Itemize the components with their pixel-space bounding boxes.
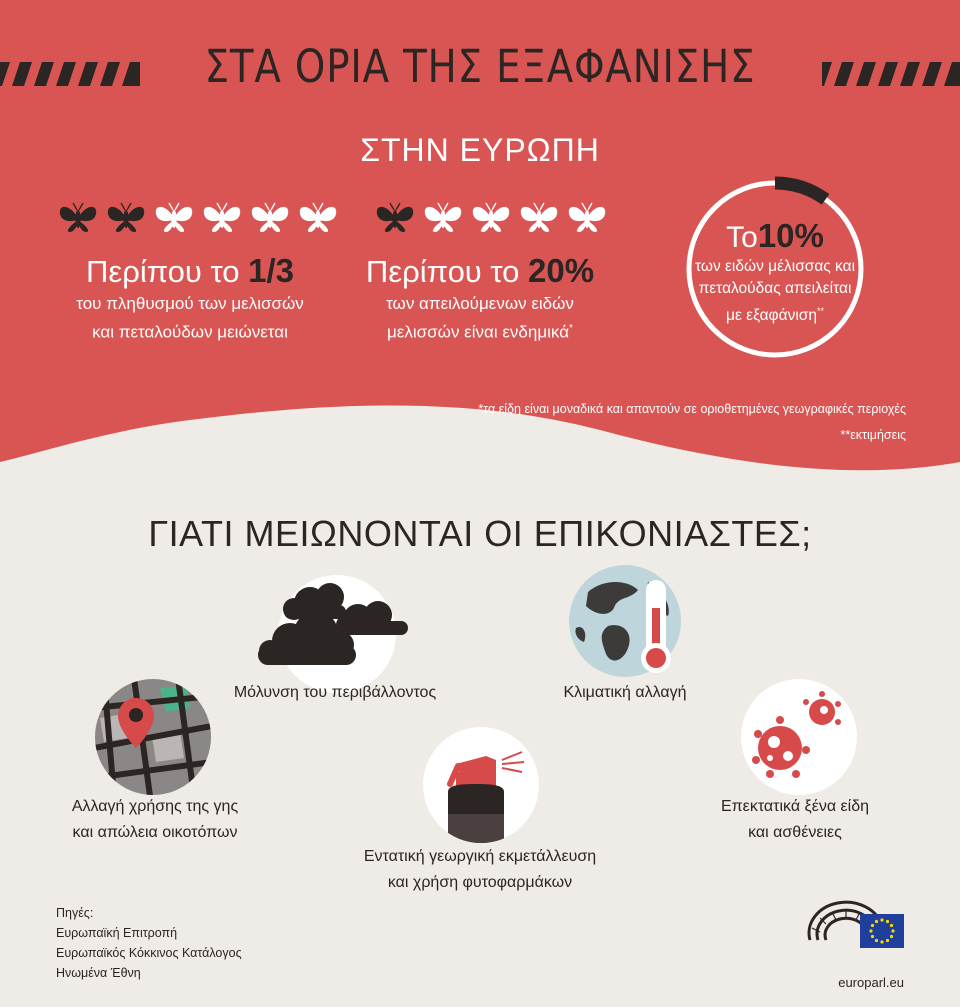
cause-land-use-line2: και απώλεια οικοτόπων — [72, 824, 238, 841]
circle-stat-value: 10% — [757, 217, 824, 254]
cause-farming-line1: Εντατική γεωργική εκμετάλλευση — [363, 848, 597, 865]
region-subtitle: ΣΤΗΝ ΕΥΡΩΠΗ — [360, 132, 600, 168]
stat-endemic-value: 20% — [528, 252, 595, 289]
cause-farming-line2: και χρήση φυτοφαρμάκων — [387, 874, 573, 891]
bee-butterfly-icon — [56, 200, 100, 236]
virus-icon — [740, 678, 858, 796]
bee-butterfly-icon — [421, 200, 465, 236]
stat-endemic-head — [330, 252, 630, 291]
bee-butterfly-icon — [469, 200, 513, 236]
stat-population-line1: του πληθυσμού των μελισσών — [76, 294, 304, 313]
cause-farming — [340, 844, 620, 896]
cause-pollution: Μόλυνση του περιβάλλοντος — [233, 684, 437, 701]
stat-population — [40, 252, 340, 345]
source-item: Ευρωπαϊκή Επιτροπή — [56, 926, 178, 940]
footnote-estimates: **εκτιμήσεις — [840, 428, 906, 442]
cause-land-use — [40, 794, 270, 846]
eu-star — [871, 924, 874, 927]
insect-row-2 — [373, 200, 613, 236]
eu-star — [891, 929, 894, 932]
bee-butterfly-icon — [517, 200, 561, 236]
stat-endemic — [330, 252, 630, 345]
globe-thermometer-icon — [568, 562, 686, 680]
stat-population-prefix: Περίπου το — [85, 254, 249, 289]
source-item: Ευρωπαϊκός Κόκκινος Κατάλογος — [56, 946, 242, 960]
stat-endemic-prefix: Περίπου το — [365, 254, 529, 289]
cloud-icon — [250, 575, 420, 693]
stat-population-line2: και πεταλούδων μειώνεται — [92, 322, 288, 342]
source-item: Ηνωμένα Έθνη — [56, 966, 141, 980]
circle-stat-head: Το10% — [726, 217, 824, 254]
eu-star — [880, 940, 883, 943]
eu-star — [886, 920, 889, 923]
stat-endemic-line1: των απειλούμενων ειδών — [386, 294, 574, 313]
bee-butterfly-icon — [104, 200, 148, 236]
footnote-endemic: *τα είδη είναι μοναδικά και απαντούν σε οριοθετημένες γεωγραφικές περιοχές — [478, 402, 906, 416]
causes-heading: ΓΙΑΤΙ ΜΕΙΩΝΟΝΤΑΙ ΟΙ ΕΠΙΚΟΝΙΑΣΤΕΣ; — [148, 513, 812, 554]
circle-stat-line1: των ειδών μέλισσας και — [694, 258, 856, 275]
eu-star — [890, 935, 893, 938]
eu-star — [880, 918, 883, 921]
sources-label: Πηγές: — [56, 906, 94, 920]
cause-invasive-line1: Επεκτατικά ξένα είδη — [720, 798, 870, 815]
circle-stat-line2: πεταλούδας απειλείται — [698, 280, 852, 297]
parliament-logo-icon — [800, 896, 906, 952]
eu-star — [890, 924, 893, 927]
sources — [56, 903, 242, 983]
map-pin-icon — [94, 678, 212, 796]
cause-invasive-line2: και ασθένειες — [748, 824, 842, 841]
spray-bottle-icon — [422, 726, 540, 844]
bee-butterfly-icon — [200, 200, 244, 236]
bee-butterfly-icon — [248, 200, 292, 236]
stat-endemic-line2: μελισσών είναι ενδημικά* — [387, 322, 573, 342]
bee-butterfly-icon — [373, 200, 417, 236]
eu-star — [875, 939, 878, 942]
insect-row-1 — [56, 200, 344, 236]
stat-population-value: 1/3 — [248, 252, 295, 289]
eu-star — [869, 929, 872, 932]
brand-site: europarl.eu — [838, 975, 904, 990]
cause-invasive — [690, 794, 900, 846]
cause-land-use-line1: Αλλαγή χρήσης της γης — [71, 798, 239, 815]
circle-stat-line3: με εξαφάνιση** — [726, 306, 824, 325]
cause-climate: Κλιματική αλλαγή — [563, 684, 687, 701]
bee-butterfly-icon — [152, 200, 196, 236]
page-title: ΣΤΑ ΟΡΙΑ ΤΗΣ ΕΞΑΦΑΝΙΣΗΣ — [204, 40, 756, 93]
circle-stat — [682, 218, 868, 327]
eu-star — [871, 935, 874, 938]
bee-butterfly-icon — [565, 200, 609, 236]
eu-star — [886, 939, 889, 942]
stat-population-head — [40, 252, 340, 291]
eu-star — [875, 920, 878, 923]
progress-ring-arc — [775, 183, 826, 199]
bee-butterfly-icon — [296, 200, 340, 236]
